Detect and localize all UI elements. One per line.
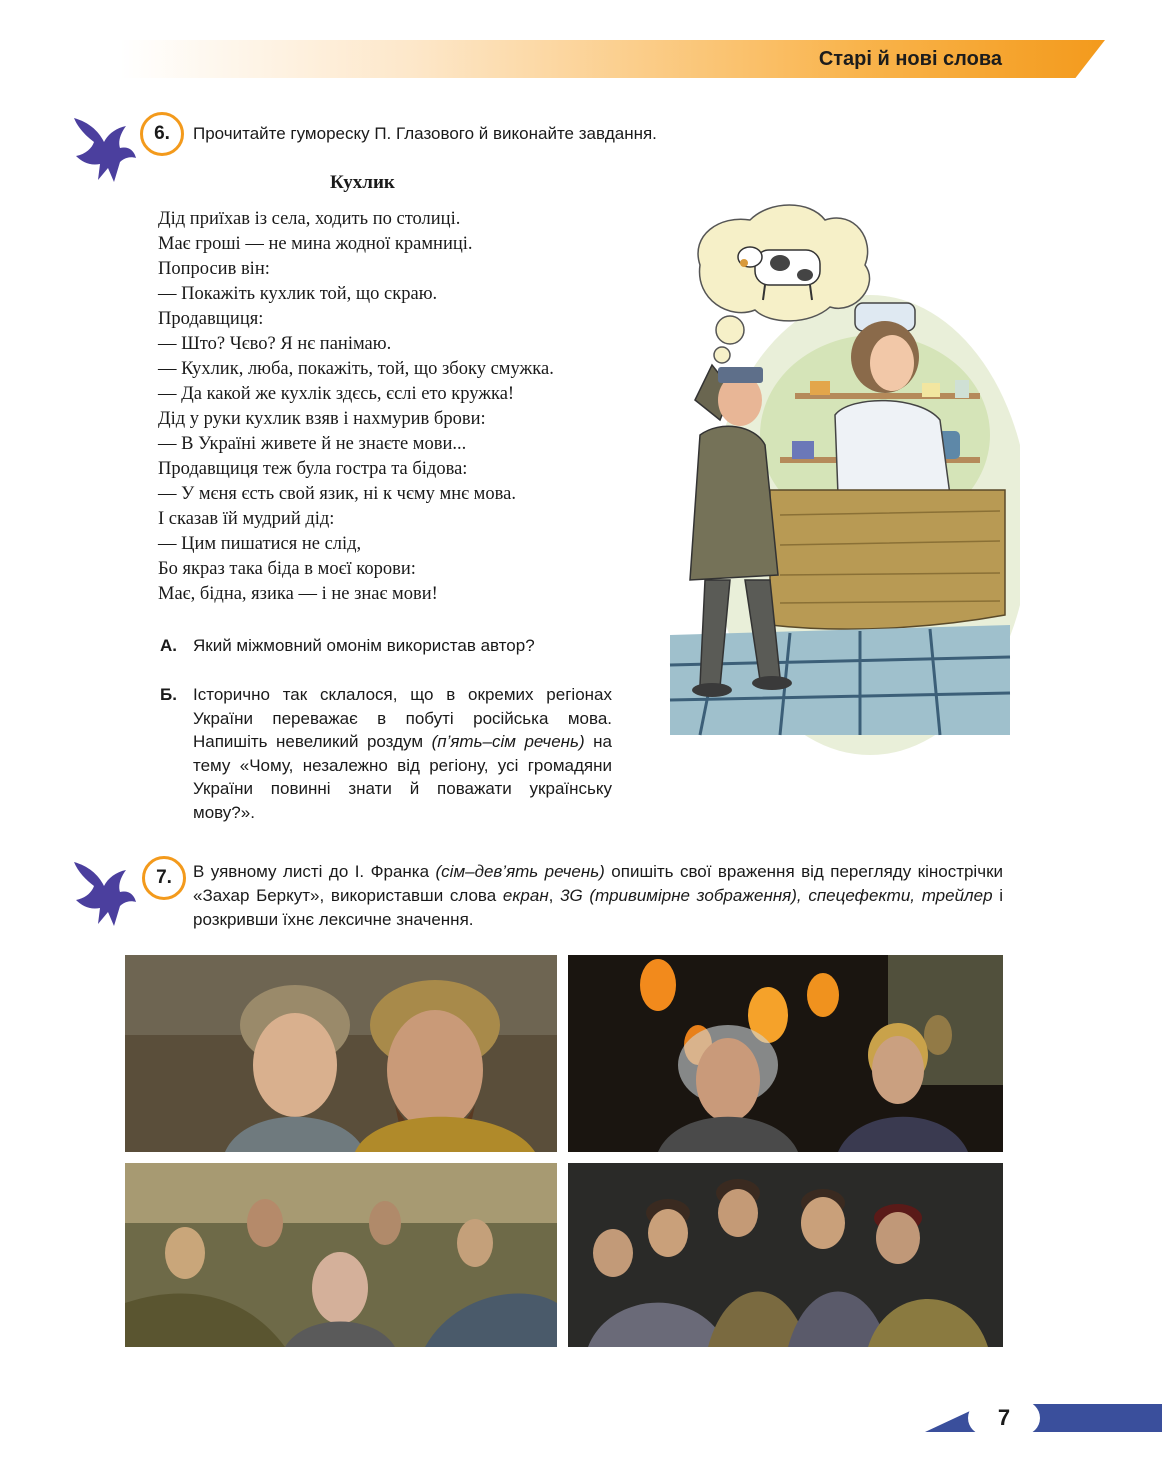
pegasus-icon — [70, 108, 150, 186]
poem-line: Попросив він: — [158, 259, 270, 279]
task-7-text: і розкривши їхнє лексичне значення. — [193, 886, 1003, 929]
task-7-italic: 3G (тривимірне зображення), спецефекти, трейлер — [560, 886, 993, 905]
task-6-number: 6. — [154, 123, 170, 144]
question-b — [160, 683, 612, 824]
poem-line: — Да какой же кухлік здєсь, єслі ето кружка! — [158, 384, 515, 404]
section-title: Старі й нові слова — [818, 48, 1002, 70]
question-a-letter: А. — [160, 636, 177, 655]
task-7-text: , — [548, 886, 561, 905]
film-still-4 — [568, 1163, 1003, 1347]
question-b-letter: Б. — [160, 685, 177, 704]
page-number: 7 — [997, 1405, 1011, 1430]
poem-line: — Цим пишатися не слід, — [158, 534, 362, 554]
question-a-text: Який міжмовний омонім використав автор? — [193, 636, 535, 655]
poem-line: Дід у руки кухлик взяв і нахмурив брови: — [158, 409, 486, 429]
poem-title: Кухлик — [330, 172, 395, 193]
page-number-badge — [968, 1401, 1040, 1435]
task-7-text: В уявному листі до І. Франка — [193, 862, 436, 881]
poem-line: Бо якраз така біда в моєї корови: — [158, 559, 416, 579]
film-still-2 — [568, 955, 1003, 1152]
question-b-italic: (п’ять–сім речень) — [431, 732, 585, 751]
poem-line: І сказав їй мудрий дід: — [158, 509, 335, 529]
question-b-text-part: на тему «Чому, незалежно від регіону, усі громадяни України повинні знати й поважати українську мову?». — [193, 732, 612, 822]
cartoon-illustration — [660, 195, 1020, 755]
task-7-badge — [142, 856, 186, 900]
footer-band — [1030, 1404, 1162, 1432]
poem — [158, 207, 638, 607]
question-b-text — [193, 683, 612, 824]
poem-line: Продавщиця теж була гостра та бідова: — [158, 459, 468, 479]
task-7-italic: (сім–дев’ять речень) — [435, 862, 605, 881]
task-7-text: опишіть свої враження від перегляду кінострічки «Захар Беркут», використавши слова — [193, 862, 1003, 905]
question-b-text-part: Історично так склалося, що в окремих регіонах України переважає в побуті російська мова. Напишіть невеликий роздум — [193, 685, 612, 751]
poem-line: Дід приїхав із села, ходить по столиці. — [158, 209, 461, 229]
poem-line: Продавщиця: — [158, 309, 264, 329]
task-6-instruction: Прочитайте гумореску П. Глазового й виконайте завдання. — [193, 124, 657, 143]
poem-line: — Покажіть кухлик той, що скраю. — [158, 284, 438, 304]
question-a — [160, 634, 612, 658]
task-7-italic: екран — [502, 886, 549, 905]
poem-line: — У мєня єсть свой язик, ні к чєму мнє мова. — [158, 484, 516, 504]
task-7-number: 7. — [156, 867, 172, 888]
film-still-3 — [125, 1163, 557, 1347]
poem-line: — В Україні живете й не знаєте мови... — [158, 434, 467, 454]
film-still-1 — [125, 955, 557, 1152]
task-6-badge — [140, 112, 184, 156]
poem-line: Має, бідна, язика — і не знає мови! — [158, 584, 438, 604]
pegasus-icon — [70, 852, 150, 930]
poem-line: — Што? Чєво? Я нє панімаю. — [158, 334, 392, 354]
poem-line: — Кухлик, люба, покажіть, той, що збоку смужка. — [158, 359, 554, 379]
poem-line: Має гроші — не мина жодної крамниці. — [158, 234, 473, 254]
task-7-instruction — [193, 860, 1003, 932]
